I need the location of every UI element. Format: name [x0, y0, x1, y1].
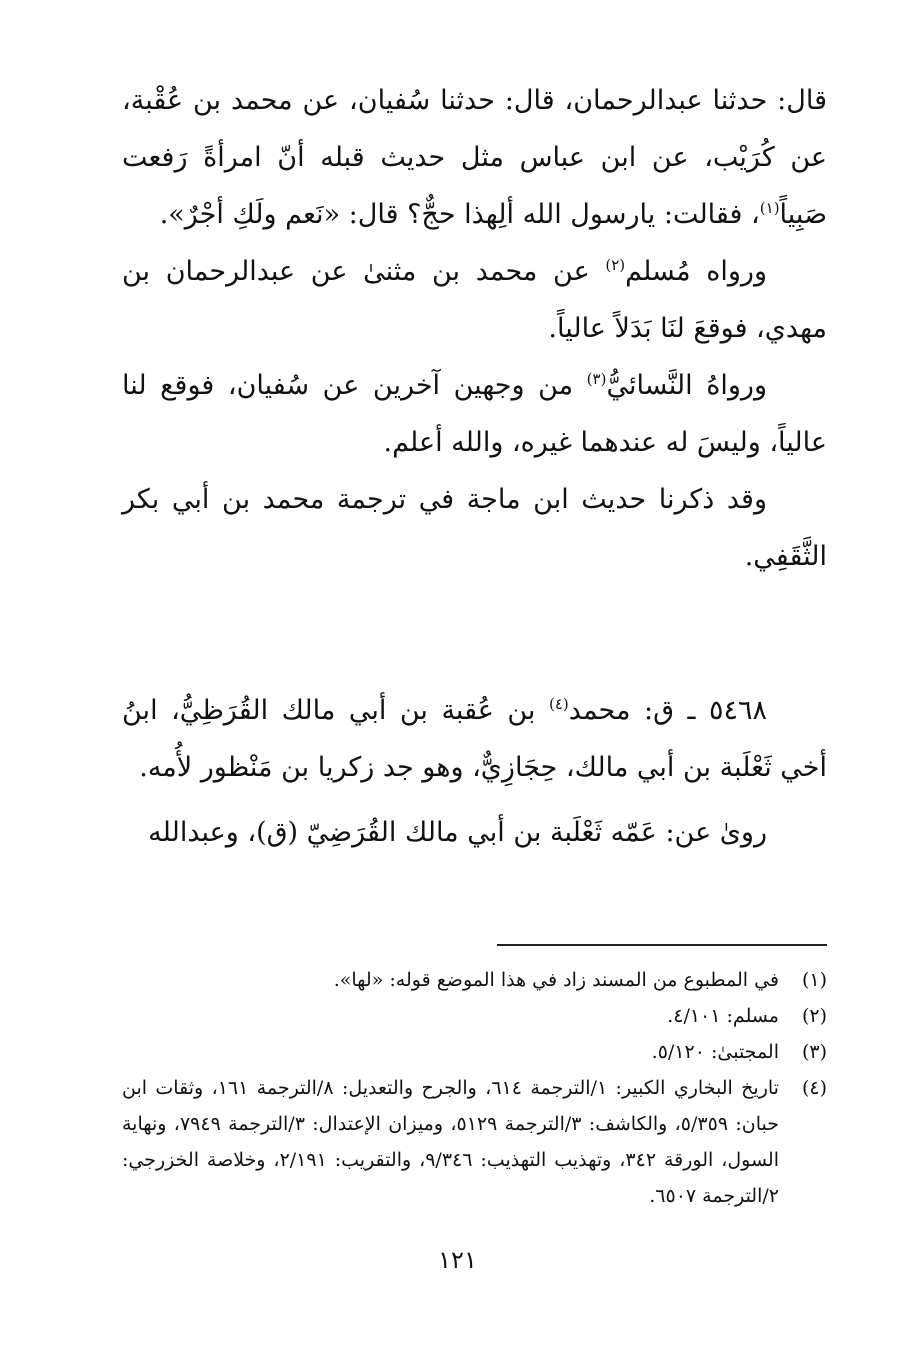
footnotes-section — [122, 962, 827, 1214]
paragraph-entry-heading: ٥٤٦٨ ـ ق: محمد$^{(٤)}$ بن عُقبة بن أبي مالك القُرَظِيُّ، ابنُ أخي ثَعْلَبة بن أبي مالك، حِجَازِيٌّ، وهو جد زكريا بن مَنْظور لأُمه. — [122, 695, 827, 783]
page-number: ١٢١ — [438, 1246, 477, 1274]
footnote-item — [122, 1034, 827, 1070]
footnote-ref-4: (٤) — [548, 695, 569, 713]
footnote-number: (٢) — [801, 1005, 827, 1027]
footnote-item — [122, 962, 827, 998]
footnote-number: (٣) — [801, 1041, 827, 1063]
footnote-number: (١) — [801, 969, 827, 991]
footnote-ref-1: (١) — [759, 199, 780, 217]
main-text-top — [122, 72, 827, 585]
footnote-item — [122, 1070, 827, 1214]
footnote-text: في المطبوع من المسند زاد في هذا الموضع قوله: «لها». — [333, 969, 779, 991]
footnote-item — [122, 998, 827, 1034]
footnote-text: مسلم: ٤/١٠١. — [667, 1005, 779, 1027]
paragraph-muslim: ورواه مُسلم$^{(٢)}$ عن محمد بن مثنىٰ عن عبدالرحمان بن مهدي، فوقعَ لنَا بَدَلاً عالياً. — [122, 256, 827, 344]
paragraph-narrated-from: روىٰ عن: عَمّه ثَعْلَبة بن أبي مالك القُرَضِيّ (ق)، وعبدالله — [148, 817, 767, 848]
paragraph-ibn-majah: وقد ذكرنا حديث ابن ماجة في ترجمة محمد بن أبي بكر الثَّقَفِي. — [122, 484, 827, 572]
paragraph-hadith: قال: حدثنا عبدالرحمان، قال: حدثنا سُفيان، عن محمد بن عُقْبة، عن كُرَيْب، عن ابن عباس مثل حديث قبله أنّ امرأةً رَفعت صَبِياً$^{(١)}$، فقالت: يارسول الله ألِهذا حجٌّ؟ قال: «نَعم ولَكِ أجْرٌ». — [122, 85, 827, 230]
paragraph-nasai: ورواهُ النَّسائيُّ$^{(٣)}$ من وجهين آخرين عن سُفيان، فوقع لنا عالياً، وليسَ له عندهما غيره، والله أعلم. — [122, 370, 827, 458]
footnote-ref-3: (٣) — [586, 370, 607, 388]
footnote-text: تاريخ البخاري الكبير: ١/الترجمة ٦١٤، والجرح والتعديل: ٨/الترجمة ١٦١، وثقات ابن حبان: ٥/٣٥٩، والكاشف: ٣/الترجمة ٥١٢٩، وميزان الإعتدال: ٣/الترجمة ٧٩٤٩، ونهاية السول، الورقة ٣٤٢، وتهذيب التهذيب: ٩/٣٤٦، والتقريب: ٢/١٩١، وخلاصة الخزرجي: ٢/الترجمة ٦٥٠٧. — [122, 1077, 779, 1207]
footnote-number: (٤) — [801, 1077, 827, 1099]
footnote-divider — [497, 944, 827, 946]
footnote-ref-2: (٢) — [605, 256, 626, 274]
footnote-text: المجتبىٰ: ٥/١٢٠. — [651, 1041, 779, 1063]
main-text-entry — [122, 682, 827, 861]
